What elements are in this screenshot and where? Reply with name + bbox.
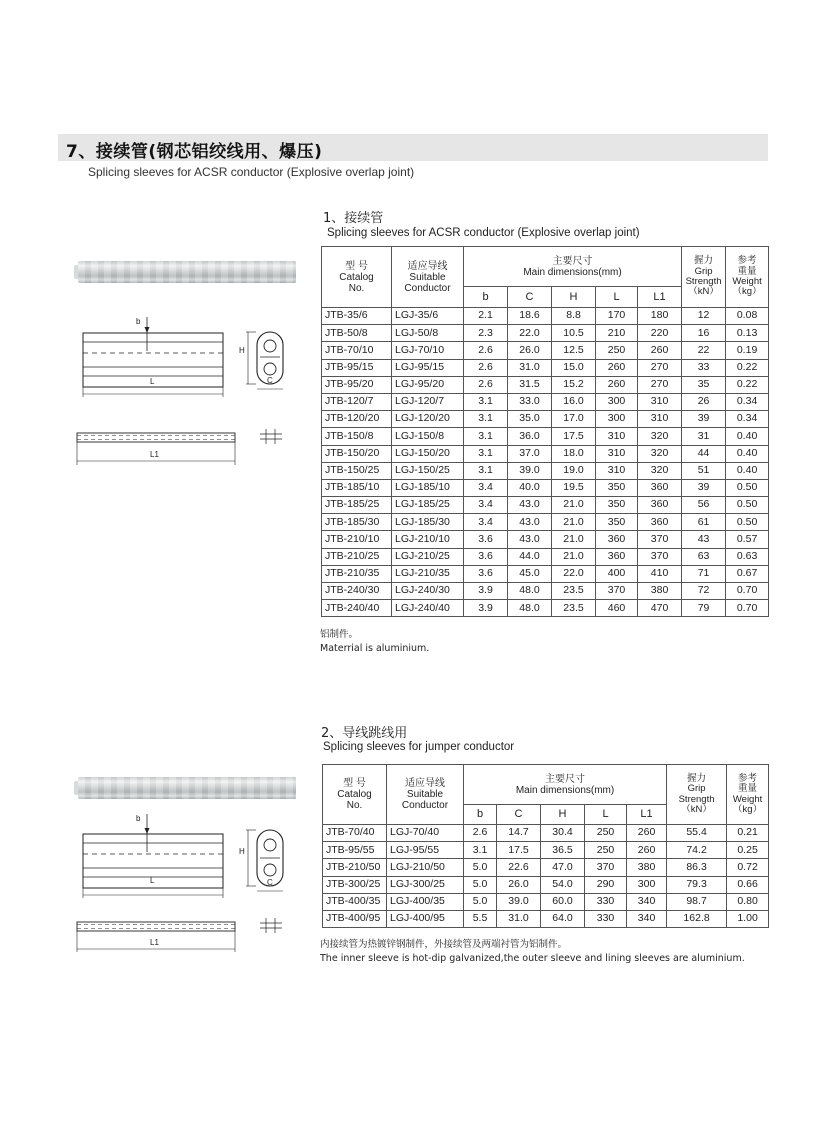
table-cell: 26.0 [497,876,541,893]
table-cell: 63 [682,548,726,565]
table-cell: 0.50 [726,514,769,531]
table-cell: 0.63 [726,548,769,565]
table-cell: 86.3 [667,859,727,876]
table-cell: 300 [596,411,638,428]
table-cell: 2.6 [464,825,497,842]
table-cell: 320 [638,462,682,479]
col-conductor-header: 适应导线 Suitable Conductor [387,765,464,825]
table-cell: LGJ-210/50 [387,859,464,876]
table-cell: 45.0 [508,565,552,582]
table-cell: JTB-185/10 [322,479,392,496]
table-cell: 0.34 [726,411,769,428]
table-cell: 15.2 [552,376,596,393]
table-cell: 16.0 [552,393,596,410]
table-cell: 3.4 [464,479,508,496]
table1-body [322,308,769,617]
table-cell: 3.1 [464,445,508,462]
table-row [322,600,769,617]
table-cell: 360 [638,497,682,514]
table-cell: 47.0 [541,859,585,876]
table-cell: LGJ-400/95 [387,910,464,927]
col-l1-header: L1 [627,805,667,825]
table-cell: 55.4 [667,825,727,842]
table-cell: 22.0 [552,565,596,582]
table-cell: JTB-210/10 [322,531,392,548]
table1-note-cn: 铝制件。 [320,629,359,640]
table-cell: JTB-35/6 [322,308,392,325]
table-cell: 43.0 [508,531,552,548]
table-cell: 210 [596,325,638,342]
table-row [323,893,769,910]
col-dimensions-header: 主要尺寸 Main dimensions(mm) [464,247,682,287]
col-weight-header: 参考 重量 Weight （kg） [726,247,769,308]
dim-l-label: L [150,876,155,885]
table-cell: JTB-185/30 [322,514,392,531]
table-cell: 340 [627,910,667,927]
table-cell: 12 [682,308,726,325]
table-cell: 19.0 [552,462,596,479]
table-cell: 26 [682,393,726,410]
table-cell: JTB-210/50 [323,859,387,876]
table-cell: 21.0 [552,531,596,548]
table-cell: 39 [682,411,726,428]
table-row [322,445,769,462]
table-cell: 310 [596,428,638,445]
table-row [322,462,769,479]
table-cell: JTB-400/95 [323,910,387,927]
table-cell: 17.5 [552,428,596,445]
table-row [322,531,769,548]
table-row [322,325,769,342]
table-cell: 31.0 [508,359,552,376]
table-cell: JTB-210/35 [322,565,392,582]
table1-subtitle: Splicing sleeves for ACSR conductor (Explosive overlap joint) [327,227,640,239]
table-cell: 0.40 [726,445,769,462]
table-cell: 2.3 [464,325,508,342]
table-cell: JTB-95/15 [322,359,392,376]
table-cell: LGJ-150/20 [392,445,464,462]
col-c-header: C [497,805,541,825]
table-cell: 2.6 [464,376,508,393]
section-header-bar [58,134,768,161]
table-cell: 410 [638,565,682,582]
table-cell: JTB-120/7 [322,393,392,410]
dim-h-label: H [239,847,245,856]
table-cell: 250 [585,842,627,859]
table-cell: JTB-120/20 [322,411,392,428]
table-cell: 0.80 [727,893,769,910]
table-cell: 380 [638,583,682,600]
table-cell: 370 [585,859,627,876]
table-cell: 22.6 [497,859,541,876]
table-cell: 0.72 [727,859,769,876]
col-catalog-header: 型 号 Catalog No. [322,247,392,308]
table-cell: 0.25 [727,842,769,859]
dim-c-label: C [267,376,273,385]
table-cell: 260 [596,359,638,376]
table-row [322,393,769,410]
table-cell: JTB-240/40 [322,600,392,617]
table-cell: LGJ-400/35 [387,893,464,910]
table-cell: 0.21 [727,825,769,842]
table-cell: JTB-70/40 [323,825,387,842]
dim-h-label: H [239,346,245,355]
table-cell: 44 [682,445,726,462]
table-cell: 0.70 [726,600,769,617]
dim-b-label: b [136,814,141,823]
table-cell: JTB-300/25 [323,876,387,893]
table-cell: 26.0 [508,342,552,359]
table-row [323,825,769,842]
col-h-header: H [552,287,596,308]
table-cell: LGJ-210/35 [392,565,464,582]
table-cell: 3.1 [464,411,508,428]
table-cell: 35 [682,376,726,393]
table-cell: 8.8 [552,308,596,325]
table-row [322,411,769,428]
col-catalog-header: 型 号 Catalog No. [323,765,387,825]
table-cell: 17.0 [552,411,596,428]
table-cell: 220 [638,325,682,342]
table-cell: 170 [596,308,638,325]
table-cell: 21.0 [552,497,596,514]
table-cell: 72 [682,583,726,600]
table-cell: 5.0 [464,893,497,910]
col-l-header: L [596,287,638,308]
table-row [322,428,769,445]
table-cell: 39.0 [508,462,552,479]
table-cell: 74.2 [667,842,727,859]
col-grip-header: 握力 Grip Strength （kN） [682,247,726,308]
table-cell: 310 [596,445,638,462]
table-cell: 370 [596,583,638,600]
table-cell: 250 [596,342,638,359]
table-cell: 310 [596,462,638,479]
table-cell: 260 [627,825,667,842]
table-cell: 71 [682,565,726,582]
table-cell: JTB-150/25 [322,462,392,479]
table-cell: LGJ-300/25 [387,876,464,893]
table-row [322,548,769,565]
jumper-sleeve-photo [78,777,296,799]
table-cell: 21.0 [552,548,596,565]
table-row [322,308,769,325]
table-cell: 3.9 [464,600,508,617]
table-row [323,859,769,876]
table-cell: LGJ-210/10 [392,531,464,548]
table-cell: JTB-50/8 [322,325,392,342]
table-cell: 360 [596,548,638,565]
table-cell: 380 [627,859,667,876]
table-cell: 0.19 [726,342,769,359]
table-cell: LGJ-95/20 [392,376,464,393]
table-cell: 16 [682,325,726,342]
table-cell: 360 [638,514,682,531]
table-cell: JTB-150/8 [322,428,392,445]
table-cell: 0.70 [726,583,769,600]
table-cell: 22.0 [508,325,552,342]
table-cell: LGJ-185/30 [392,514,464,531]
table-cell: 31.0 [497,910,541,927]
table-cell: 3.9 [464,583,508,600]
table-cell: 5.0 [464,876,497,893]
table-cell: 3.6 [464,548,508,565]
table-cell: 36.0 [508,428,552,445]
table-cell: 14.7 [497,825,541,842]
table-cell: 64.0 [541,910,585,927]
table-cell: LGJ-185/10 [392,479,464,496]
table-cell: 0.22 [726,376,769,393]
table1-title: 1、接续管 [323,211,384,226]
table-cell: 18.6 [508,308,552,325]
table-cell: LGJ-95/55 [387,842,464,859]
table-cell: 350 [596,479,638,496]
table-cell: 48.0 [508,583,552,600]
table-cell: 23.5 [552,600,596,617]
table-cell: 39.0 [497,893,541,910]
table-cell: 56 [682,497,726,514]
table-cell: 3.1 [464,428,508,445]
table-cell: 350 [596,497,638,514]
table-cell: 98.7 [667,893,727,910]
table-row [322,359,769,376]
col-dimensions-header: 主要尺寸 Main dimensions(mm) [464,765,667,805]
table-cell: 300 [627,876,667,893]
table-cell: 3.1 [464,462,508,479]
table-cell: 0.67 [726,565,769,582]
table-cell: 30.4 [541,825,585,842]
table-cell: 320 [638,428,682,445]
table-row [323,842,769,859]
table-cell: 260 [627,842,667,859]
table-cell: 340 [627,893,667,910]
table-cell: 43.0 [508,497,552,514]
table-cell: JTB-150/20 [322,445,392,462]
table-cell: 0.34 [726,393,769,410]
table-cell: 48.0 [508,600,552,617]
table-cell: 3.6 [464,531,508,548]
table-row [323,910,769,927]
table-cell: 15.0 [552,359,596,376]
table-cell: 0.40 [726,428,769,445]
table-cell: 0.50 [726,497,769,514]
table-cell: 36.5 [541,842,585,859]
table-row [322,565,769,582]
table-cell: 31.5 [508,376,552,393]
table-cell: 51 [682,462,726,479]
table-cell: 2.6 [464,342,508,359]
table-cell: 10.5 [552,325,596,342]
table-cell: JTB-210/25 [322,548,392,565]
col-c-header: C [508,287,552,308]
table-cell: 37.0 [508,445,552,462]
col-b-header: b [464,287,508,308]
table2-subtitle: Splicing sleeves for jumper conductor [323,741,515,753]
table-cell: 33 [682,359,726,376]
table-cell: 370 [638,531,682,548]
col-weight-header: 参考 重量 Weight （kg） [727,765,769,825]
table-cell: LGJ-150/25 [392,462,464,479]
table-cell: 162.8 [667,910,727,927]
table-cell: 5.0 [464,859,497,876]
jumper-sleeve-technical-drawing [70,806,315,976]
table-cell: 400 [596,565,638,582]
dim-b-label: b [136,317,141,326]
table2-note-cn: 内接续管为热镀锌钢制件，外接续管及两端衬管为铝制件。 [320,939,568,950]
table-cell: 23.5 [552,583,596,600]
table-cell: 310 [638,393,682,410]
table-cell: 470 [638,600,682,617]
table-cell: LGJ-120/7 [392,393,464,410]
table-cell: 3.6 [464,565,508,582]
table-cell: 260 [596,376,638,393]
table2-title: 2、导线跳线用 [321,726,408,741]
table-row [322,514,769,531]
table-cell: 180 [638,308,682,325]
table-cell: 0.40 [726,462,769,479]
table-row [322,342,769,359]
table-cell: LGJ-120/20 [392,411,464,428]
table-cell: JTB-240/30 [322,583,392,600]
table-cell: 250 [585,825,627,842]
table2-body [323,825,769,928]
table-cell: LGJ-240/30 [392,583,464,600]
table-row [322,376,769,393]
table-cell: LGJ-185/25 [392,497,464,514]
table-cell: JTB-95/55 [323,842,387,859]
table-cell: 320 [638,445,682,462]
table1-specs [321,246,769,617]
table-cell: 79 [682,600,726,617]
table-cell: 330 [585,910,627,927]
table-cell: LGJ-150/8 [392,428,464,445]
sleeve-technical-drawing [70,305,315,475]
table-cell: 2.6 [464,359,508,376]
col-b-header: b [464,805,497,825]
sleeve-photo [78,261,296,283]
table-cell: JTB-400/35 [323,893,387,910]
table-cell: 310 [638,411,682,428]
table-cell: 0.57 [726,531,769,548]
table-cell: 33.0 [508,393,552,410]
table-cell: 290 [585,876,627,893]
table-cell: 5.5 [464,910,497,927]
table-row [323,876,769,893]
dim-l1-label: L1 [150,450,159,459]
table-cell: 370 [638,548,682,565]
dim-l-label: L [150,377,155,386]
table-cell: 350 [596,514,638,531]
table-cell: 0.50 [726,479,769,496]
table-cell: 39 [682,479,726,496]
table-cell: 17.5 [497,842,541,859]
table-cell: 260 [638,342,682,359]
table-cell: 0.08 [726,308,769,325]
table-cell: LGJ-50/8 [392,325,464,342]
table-cell: 360 [596,531,638,548]
col-l-header: L [585,805,627,825]
table-cell: 3.1 [464,393,508,410]
table-cell: 44.0 [508,548,552,565]
col-conductor-header: 适应导线 Suitable Conductor [392,247,464,308]
table2-specs [322,764,769,928]
table-row [322,479,769,496]
table-cell: 360 [638,479,682,496]
table-cell: 3.1 [464,842,497,859]
table-cell: LGJ-210/25 [392,548,464,565]
table-cell: 460 [596,600,638,617]
table-cell: LGJ-240/40 [392,600,464,617]
table-cell: 1.00 [727,910,769,927]
table-cell: 43 [682,531,726,548]
table-cell: 54.0 [541,876,585,893]
table-cell: LGJ-70/40 [387,825,464,842]
table-cell: 22 [682,342,726,359]
table-cell: 35.0 [508,411,552,428]
table-cell: 43.0 [508,514,552,531]
table-cell: 60.0 [541,893,585,910]
table-cell: 0.22 [726,359,769,376]
table-cell: 3.4 [464,514,508,531]
table-cell: 31 [682,428,726,445]
table-cell: 40.0 [508,479,552,496]
table-cell: JTB-70/10 [322,342,392,359]
dim-c-label: C [267,878,273,887]
table-cell: 79.3 [667,876,727,893]
section-subtitle: Splicing sleeves for ACSR conductor (Explosive overlap joint) [88,165,415,179]
table-cell: 300 [596,393,638,410]
dim-l1-label: L1 [150,938,159,947]
table-cell: LGJ-35/6 [392,308,464,325]
table-cell: LGJ-95/15 [392,359,464,376]
table-cell: 270 [638,376,682,393]
table-cell: 270 [638,359,682,376]
table-cell: 330 [585,893,627,910]
table1-note-en: Materrial is aluminium. [320,643,430,654]
table-cell: 3.4 [464,497,508,514]
table-cell: 0.13 [726,325,769,342]
table-cell: 12.5 [552,342,596,359]
table-cell: 61 [682,514,726,531]
section-title: 7、接续管(钢芯铝绞线用、爆压) [66,142,323,162]
col-l1-header: L1 [638,287,682,308]
col-h-header: H [541,805,585,825]
table-cell: LGJ-70/10 [392,342,464,359]
table-cell: 19.5 [552,479,596,496]
table2-note-en: The inner sleeve is hot-dip galvanized,the outer sleeve and lining sleeves are aluminium. [320,953,745,964]
col-grip-header: 握力 Grip Strength （kN） [667,765,727,825]
table-cell: 2.1 [464,308,508,325]
table-cell: JTB-185/25 [322,497,392,514]
table-cell: 18.0 [552,445,596,462]
table-cell: 0.66 [727,876,769,893]
table-cell: JTB-95/20 [322,376,392,393]
table-row [322,583,769,600]
table-cell: 21.0 [552,514,596,531]
table-row [322,497,769,514]
